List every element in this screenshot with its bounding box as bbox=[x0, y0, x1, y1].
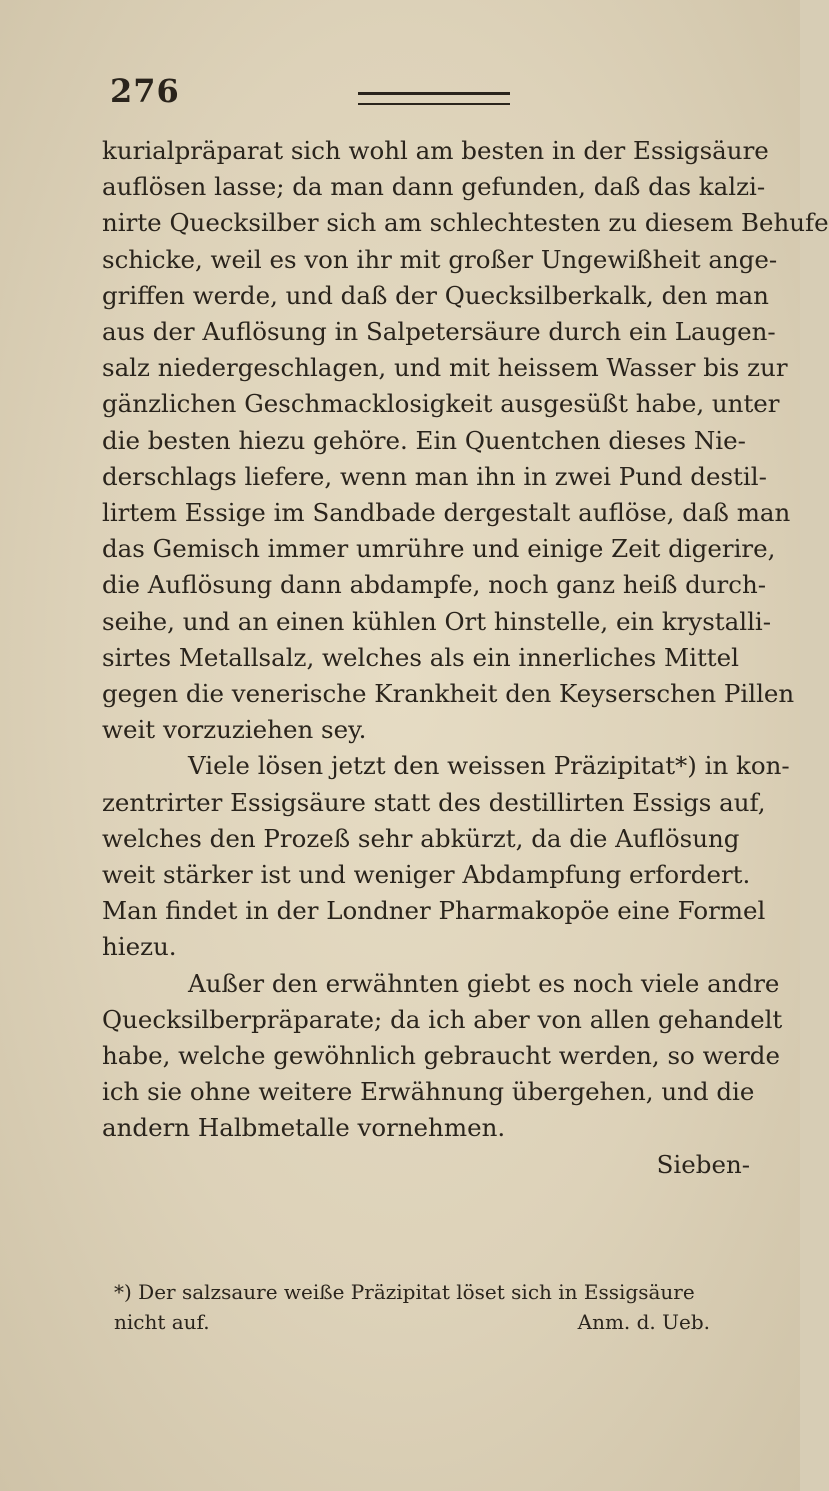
text-line: zentrirter Essigsäure statt des destillirten Essigs auf, bbox=[102, 787, 766, 817]
paragraph-start-line: Außer den erwähnten giebt es noch viele andre bbox=[188, 968, 780, 998]
text-line: gänzlichen Geschmacklosigkeit ausgesüßt habe, unter bbox=[102, 389, 780, 419]
text-line: salz niedergeschlagen, und mit heissem Wasser bis zur bbox=[102, 353, 788, 383]
text-line: lirtem Essige im Sandbade dergestalt auflöse, daß man bbox=[102, 498, 791, 528]
text-line: ich sie ohne weitere Erwähnung übergehen, und die bbox=[102, 1077, 755, 1107]
text-line: gegen die venerische Krankheit den Keyserschen Pillen bbox=[102, 679, 795, 709]
footnote-line: *) Der salzsaure weiße Präzipitat löset sich in Essigsäure bbox=[114, 1280, 695, 1304]
text-line: habe, welche gewöhnlich gebraucht werden, so werde bbox=[102, 1041, 780, 1071]
body-text bbox=[102, 133, 829, 1183]
text-line: auflösen lasse; da man dann gefunden, daß das kalzi- bbox=[102, 172, 766, 202]
text-line: die Auflösung dann abdampfe, noch ganz heiß durch- bbox=[102, 570, 767, 600]
text-line: welches den Prozeß sehr abkürzt, da die Auflösung bbox=[102, 823, 740, 853]
text-line: kurialpräparat sich wohl am besten in der Essigsäure bbox=[102, 136, 769, 165]
footnote-text: nicht auf. bbox=[114, 1310, 210, 1334]
text-line: weit stärker ist und weniger Abdampfung erfordert. bbox=[102, 860, 751, 890]
catchword: Sieben- bbox=[656, 1149, 750, 1179]
header-rule bbox=[358, 92, 510, 105]
text-line: die besten hiezu gehöre. Ein Quentchen dieses Nie- bbox=[102, 425, 746, 455]
text-line: Man findet in der Londner Pharmakopöe eine Formel bbox=[102, 896, 766, 926]
page-header bbox=[110, 72, 750, 112]
footnote bbox=[114, 1277, 750, 1337]
text-line: griffen werde, und daß der Quecksilberkalk, den man bbox=[102, 280, 769, 310]
text-line: sirtes Metallsalz, welches als ein innerliches Mittel bbox=[102, 642, 739, 672]
text-line: nirte Quecksilber sich am schlechtesten zu diesem Behufe bbox=[102, 208, 829, 238]
text-line: weit vorzuziehen sey. bbox=[102, 715, 367, 745]
translator-note-signature: Anm. d. Ueb. bbox=[577, 1310, 710, 1334]
text-line: hiezu. bbox=[102, 932, 177, 962]
text-line: das Gemisch immer umrühre und einige Zeit digerire, bbox=[102, 534, 776, 564]
text-line: seihe, und an einen kühlen Ort hinstelle, ein krystalli- bbox=[102, 606, 772, 636]
text-line: aus der Auflösung in Salpetersäure durch ein Laugen- bbox=[102, 317, 776, 347]
page-number: 276 bbox=[110, 72, 180, 110]
text-line: Quecksilberpräparate; da ich aber von allen gehandelt bbox=[102, 1004, 783, 1034]
text-line: derschlags liefere, wenn man ihn in zwei Pund destil- bbox=[102, 461, 767, 491]
text-line: andern Halbmetalle vornehmen. bbox=[102, 1113, 506, 1143]
text-line: schicke, weil es von ihr mit großer Ungewißheit ange- bbox=[102, 244, 778, 274]
footnote-line bbox=[114, 1307, 750, 1337]
paragraph-start-line: Viele lösen jetzt den weissen Präzipitat*) in kon- bbox=[188, 751, 790, 781]
